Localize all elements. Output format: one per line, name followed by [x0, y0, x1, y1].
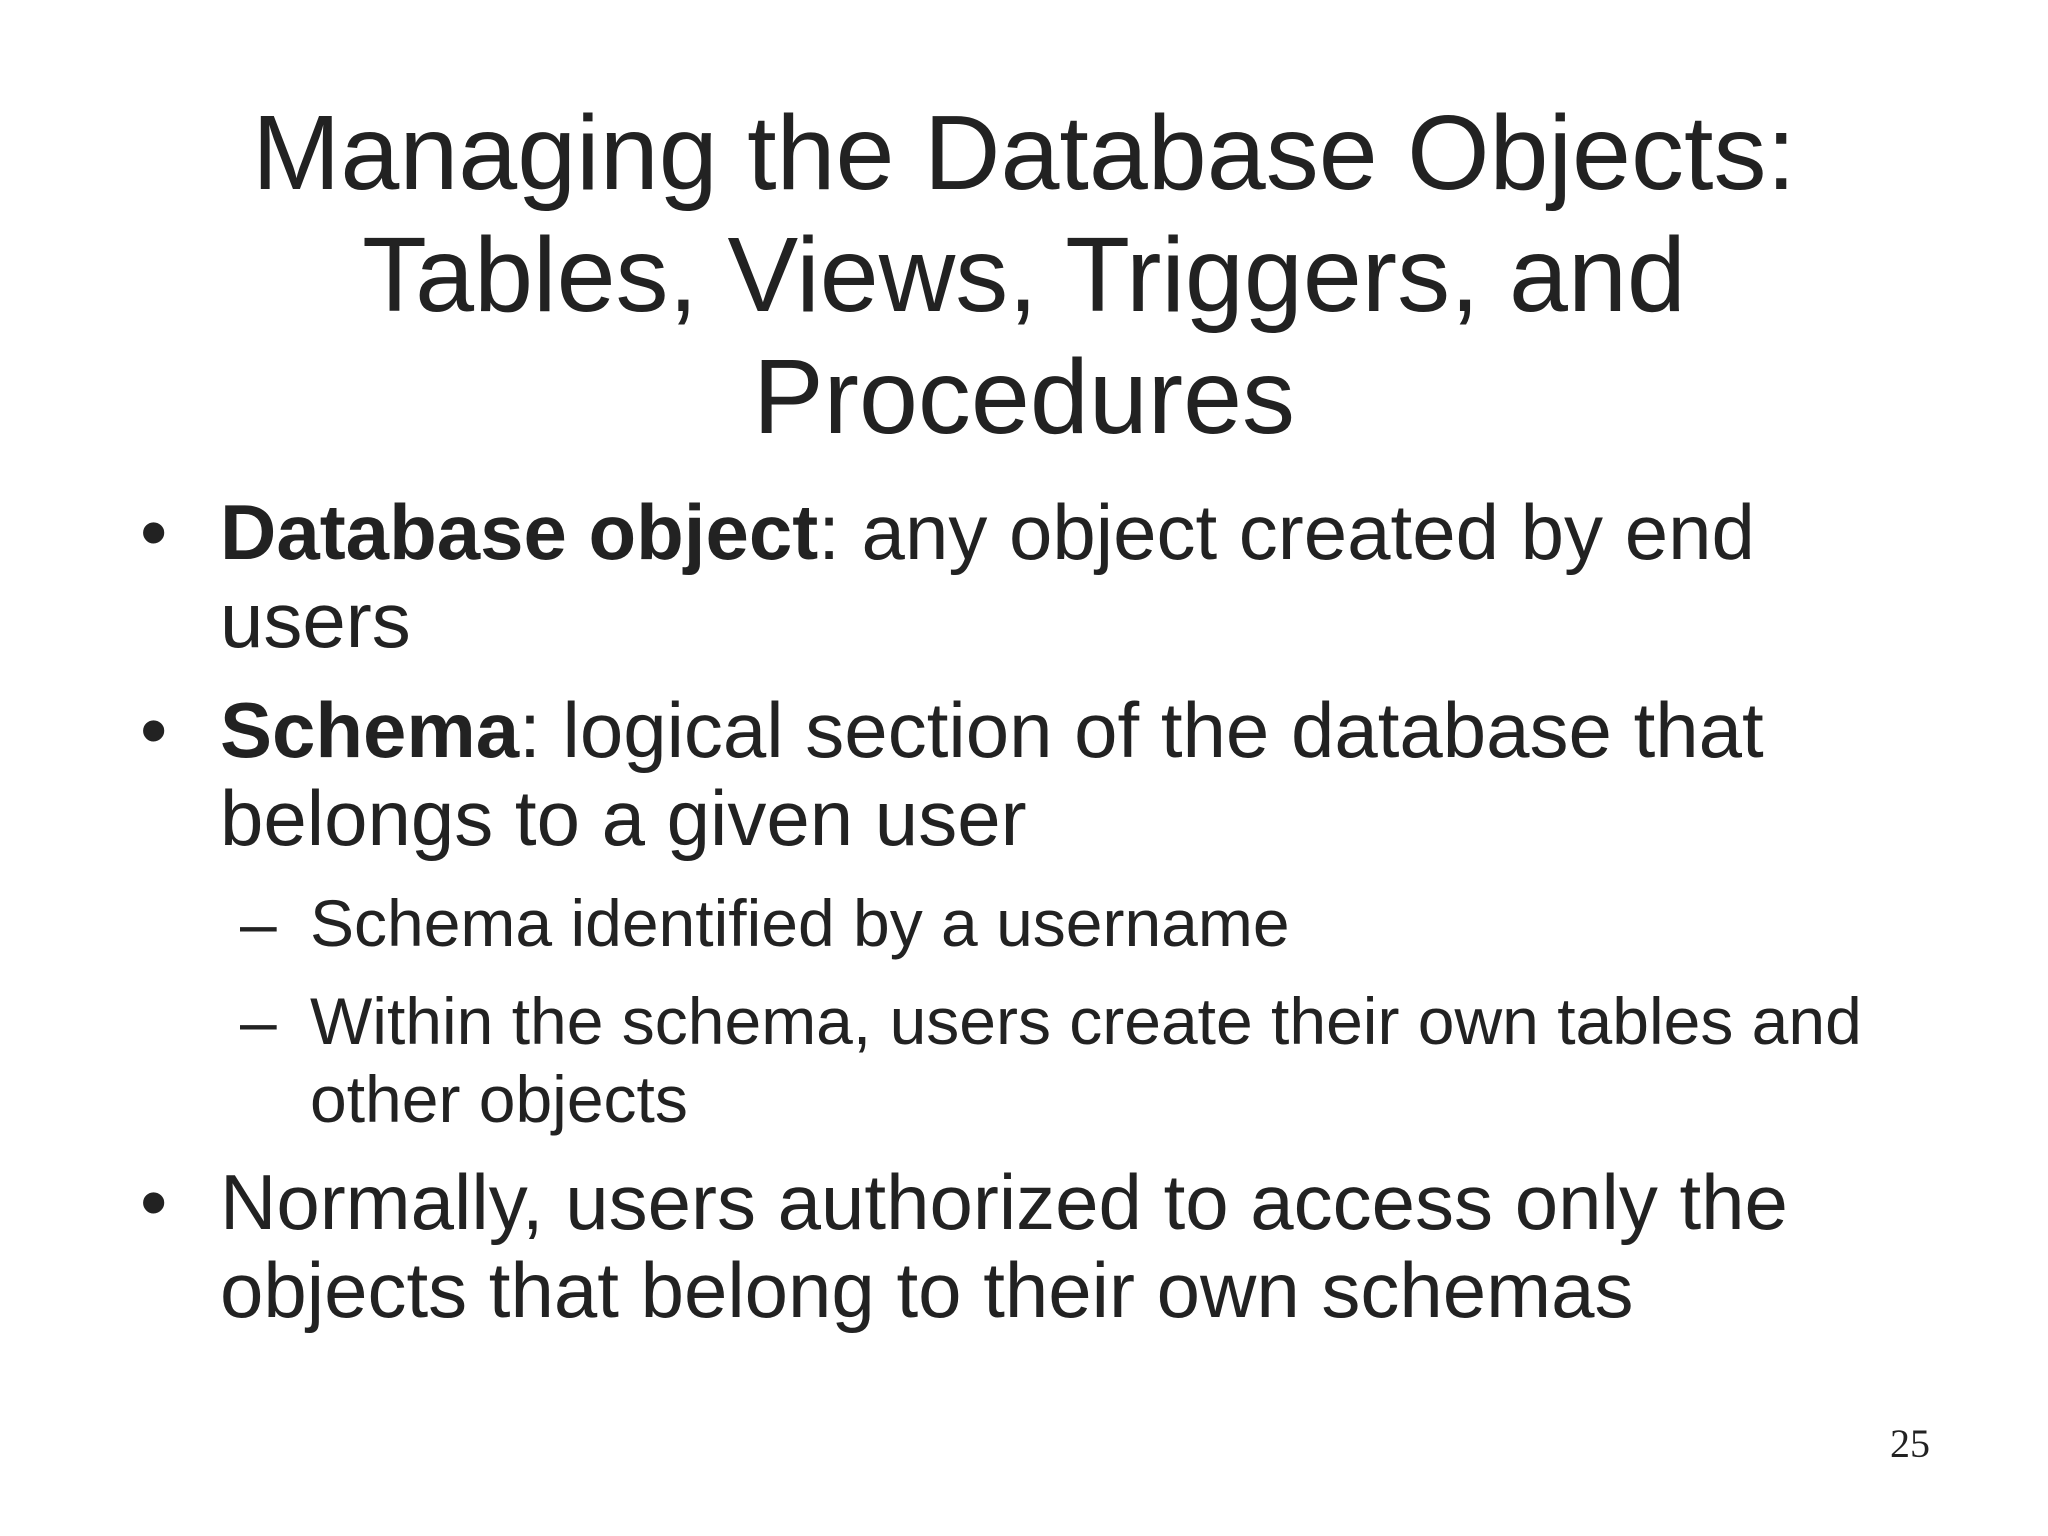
- page-number: 25: [1890, 1421, 1930, 1466]
- bullet-normally: [140, 1158, 1960, 1334]
- bullet-schema: [140, 686, 1960, 862]
- title-line-1: Managing the Database Objects:: [252, 94, 1796, 212]
- bullet-marker: •: [140, 686, 168, 774]
- bullet-marker: •: [140, 1158, 168, 1246]
- slide-body: [140, 488, 1960, 1356]
- sub-bullet-marker: –: [240, 984, 277, 1058]
- bullet-marker: •: [140, 488, 168, 576]
- definition-database-object: : any object created by end users: [220, 488, 1755, 664]
- term-database-object: Database object: [220, 488, 819, 576]
- bullet-database-object: [140, 488, 1960, 664]
- term-schema: Schema: [220, 686, 520, 774]
- sub-bullet-username: [140, 884, 1960, 962]
- sub-bullet-marker: –: [240, 886, 277, 960]
- bullet-normally-text: Normally, users authorized to access only the objects that belong to their own schemas: [220, 1158, 1788, 1334]
- sub-bullet-text: Within the schema, users create their own tables and other objects: [310, 984, 1862, 1136]
- sub-bullet-text: Schema identified by a username: [310, 886, 1290, 960]
- title-line-2: Tables, Views, Triggers, and: [362, 216, 1686, 334]
- sub-bullet-within-schema: [140, 982, 1960, 1138]
- slide-title: [160, 92, 1888, 458]
- title-line-3: Procedures: [752, 338, 1296, 456]
- definition-schema: : logical section of the database that belongs to a given user: [220, 686, 1764, 862]
